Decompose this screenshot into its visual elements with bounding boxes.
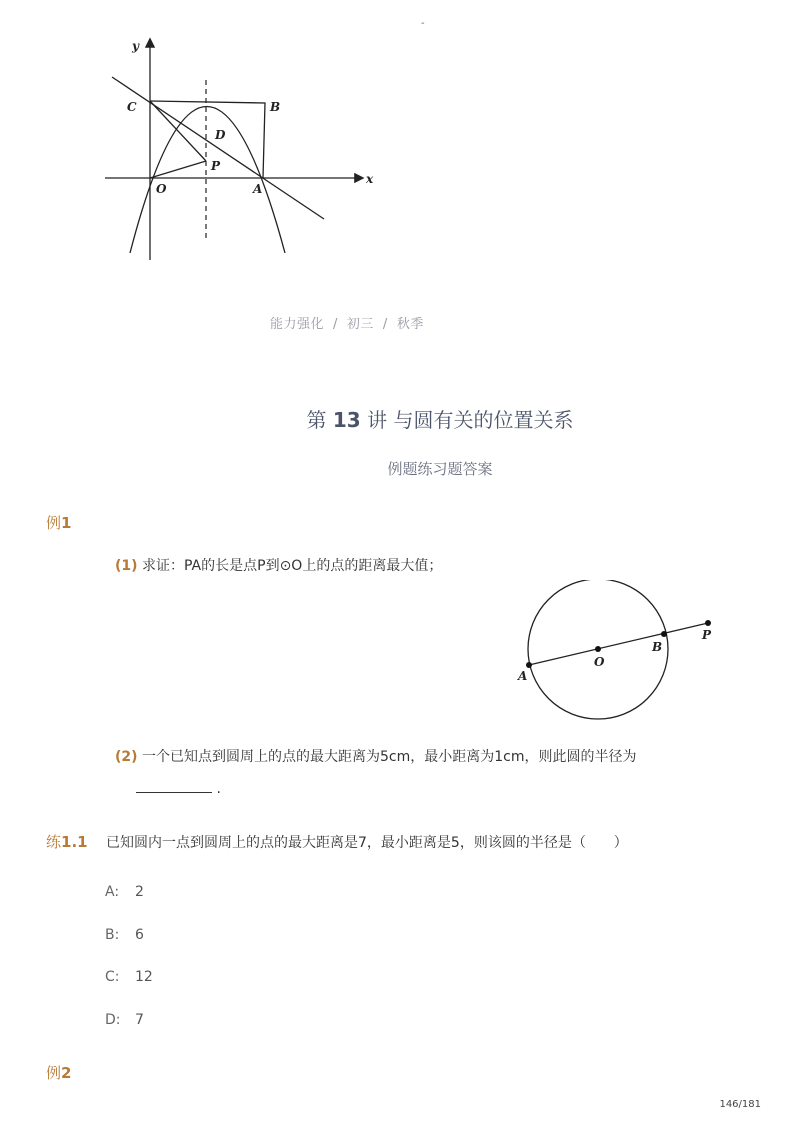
title-suffix: 讲 与圆有关的位置关系	[367, 408, 574, 432]
option-a[interactable]	[105, 884, 144, 900]
q1-text: 求证：PA的长是点P到⊙O上的点的距离最大值；	[142, 558, 443, 574]
q2-end: .	[216, 781, 221, 797]
breadcrumb	[270, 313, 424, 332]
example1-q1	[115, 555, 442, 575]
label-b: B	[270, 100, 281, 114]
page-subtitle: 例题练习题答案	[387, 460, 493, 478]
q2-answer-line	[136, 778, 221, 797]
line-ca	[112, 77, 324, 219]
breadcrumb-part3: 秋季	[396, 317, 424, 332]
breadcrumb-sep2: /	[382, 317, 388, 332]
title-number: 13	[332, 408, 361, 432]
label-a: A	[253, 182, 263, 196]
top-mark: -	[421, 18, 425, 29]
parabola	[130, 107, 285, 254]
page-number: 146/181	[719, 1099, 761, 1110]
breadcrumb-part2: 初三	[346, 317, 374, 332]
page-title	[0, 404, 800, 433]
point-o	[595, 646, 601, 652]
label-p2: P	[702, 628, 712, 642]
point-a	[526, 662, 532, 668]
option-d-letter: D:	[105, 1012, 121, 1028]
option-d-value: 7	[135, 1012, 144, 1028]
option-c[interactable]	[105, 969, 153, 985]
q2-number: (2)	[115, 749, 138, 765]
label-b2: B	[652, 640, 663, 654]
option-b-value: 6	[135, 927, 144, 943]
option-c-letter: C:	[105, 969, 120, 985]
option-c-value: 12	[135, 969, 153, 985]
label-d: D	[215, 128, 226, 142]
segment-cba	[150, 101, 265, 178]
label-o: O	[156, 182, 167, 196]
option-a-letter: A:	[105, 884, 120, 900]
option-a-value: 2	[135, 884, 144, 900]
example1-label	[46, 512, 71, 533]
label-p: P	[211, 159, 221, 173]
practice11-num: 1.1	[61, 833, 88, 851]
circle-figure	[515, 580, 725, 730]
label-y: y	[132, 39, 139, 53]
breadcrumb-sep1: /	[333, 317, 338, 332]
example1-q2	[115, 746, 636, 766]
label-a2: A	[518, 669, 528, 683]
breadcrumb-part1: 能力强化	[270, 317, 325, 332]
line-ap	[529, 623, 708, 665]
example2-num: 2	[61, 1064, 72, 1082]
practice11-question: 已知圆内一点到圆周上的点的最大距离是7，最小距离是5，则该圆的半径是（ ）	[106, 835, 628, 851]
example1-prefix: 例	[46, 514, 62, 532]
q2-text: 一个已知点到圆周上的点的最大距离为5cm，最小距离为1cm，则此圆的半径为	[142, 749, 637, 765]
practice11-prefix: 练	[46, 833, 62, 851]
option-b-letter: B:	[105, 927, 120, 943]
example1-num: 1	[61, 514, 72, 532]
practice11-label	[46, 831, 88, 852]
segment-cp	[150, 101, 206, 161]
option-b[interactable]	[105, 927, 144, 943]
title-prefix: 第	[306, 408, 327, 432]
option-d[interactable]	[105, 1012, 144, 1028]
label-o2: O	[594, 655, 605, 669]
answer-blank[interactable]	[136, 778, 212, 793]
example2-label	[46, 1062, 71, 1083]
label-x: x	[366, 172, 374, 186]
point-p	[705, 620, 711, 626]
q1-number: (1)	[115, 558, 138, 574]
point-b	[661, 631, 667, 637]
label-c: C	[127, 100, 137, 114]
coordinate-figure	[100, 30, 390, 270]
example2-prefix: 例	[46, 1064, 62, 1082]
